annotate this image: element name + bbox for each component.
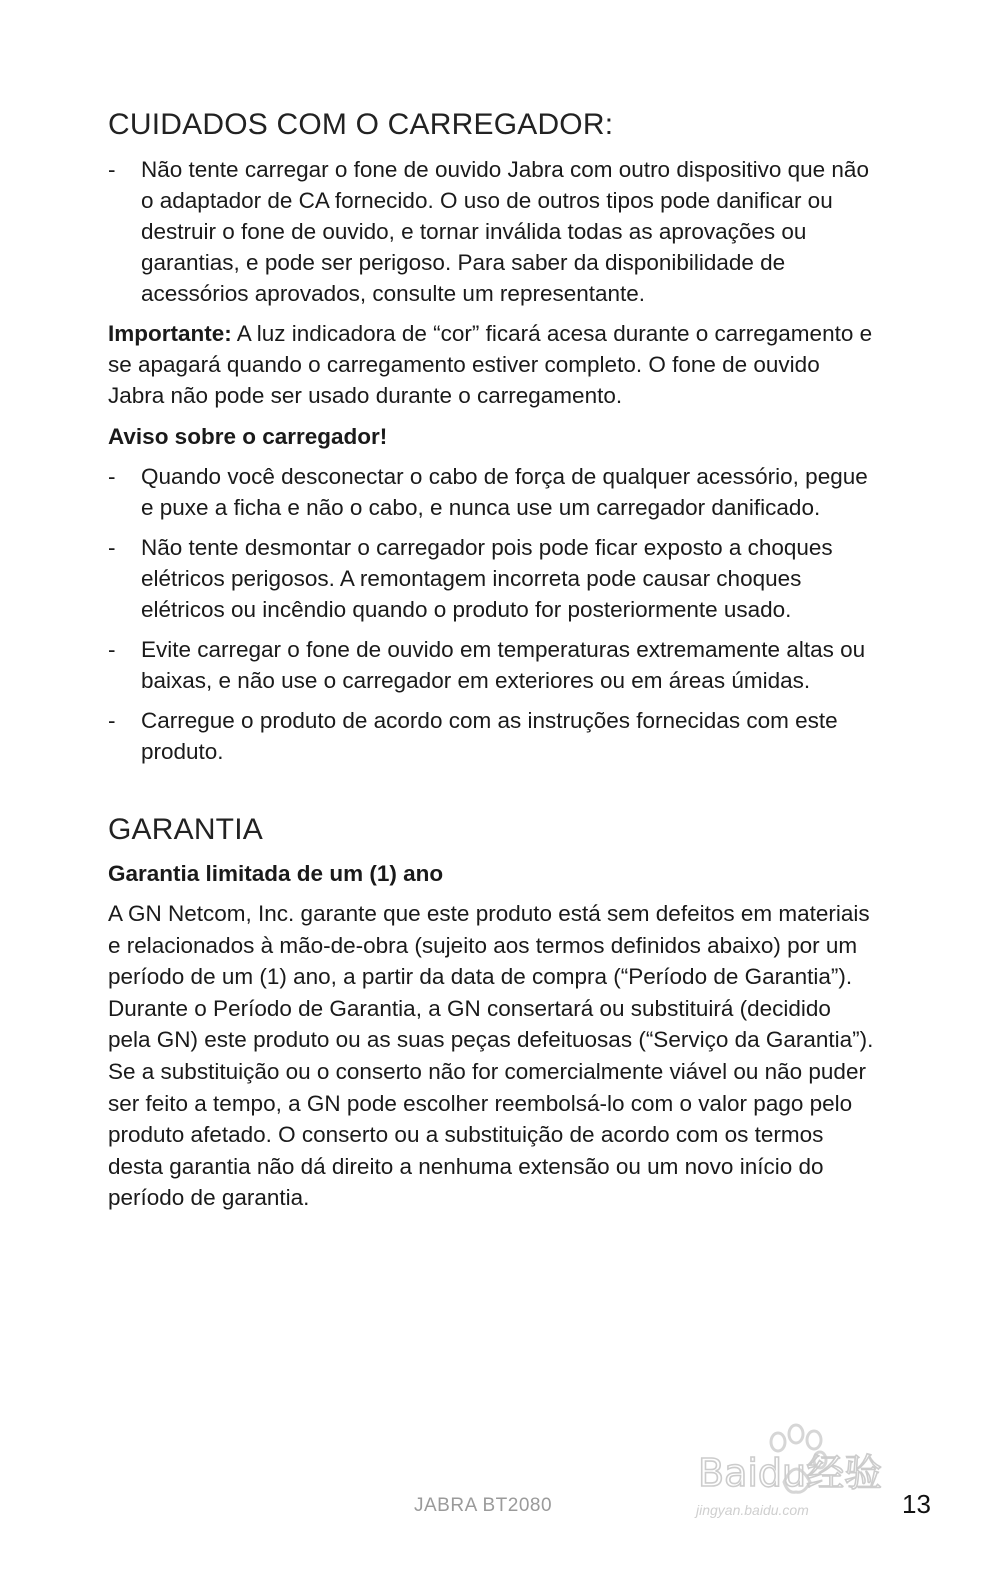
section-title-warranty: GARANTIA: [108, 812, 263, 846]
bullet-dash: -: [108, 636, 116, 662]
list-item-text: Evite carregar o fone de ouvido em temperaturas extremamente altas ou baixas, e não use o carregador em exteriores ou em áreas úmidas.: [141, 636, 866, 693]
list-item-text: Não tente carregar o fone de ouvido Jabra com outro dispositivo que não o adaptador de CA fornecido. O uso de outros tipos pode danificar ou destruir o fone de ouvido, e tornar inválida todas as aprovações ou garantias, e pode ser perigoso. Para saber da disponibilidade de acessórios aprovados, consulte um representante.: [141, 156, 869, 306]
charger-warning-title: Aviso sobre o carregador!: [108, 423, 388, 449]
bullet-dash: -: [108, 156, 116, 182]
list-item: [108, 634, 878, 696]
list-item-text: Carregue o produto de acordo com as instruções fornecidas com este produto.: [141, 707, 838, 764]
warranty-body: A GN Netcom, Inc. garante que este produto está sem defeitos em materiais e relacionados à mão-de-obra (sujeito aos termos definidos abaixo) por um período de um (1) ano, a partir da data de compra (“Período de Garantia”). Durante o Período de Garantia, a GN consertará ou substituirá (decidido pela GN) este produto ou as suas peças defeituosas (“Serviço da Garantia”). Se a substituição ou o conserto não for comercialmente viável ou não puder ser feito a tempo, a GN pode escolher reembolsá-lo com o valor pago pelo produto afetado. O conserto ou a substituição de acordo com os termos desta garantia não dá direito a nenhuma extensão ou um novo início do período de garantia.: [108, 901, 874, 1211]
page-number: 13: [902, 1489, 931, 1519]
section-title-charger-care: CUIDADOS COM O CARREGADOR:: [108, 108, 614, 141]
list-item-text: Não tente desmontar o carregador pois pode ficar exposto a choques elétricos perigosos. A remontagem incorreta pode causar choques elétricos ou incêndio quando o produto for posteriormente usado.: [141, 534, 833, 622]
important-label: Importante:: [108, 320, 232, 346]
footer-brand: JABRA BT2080: [414, 1495, 553, 1516]
list-item: [108, 154, 878, 309]
bullet-dash: -: [108, 534, 116, 560]
list-item: [108, 461, 878, 523]
list-item: [108, 532, 878, 625]
list-item-text: Quando você desconectar o cabo de força de qualquer acessório, pegue e puxe a ficha e não o cabo, e nunca use um carregador danificado.: [141, 463, 868, 520]
bullet-dash: -: [108, 463, 116, 489]
watermark-logo-text: Baidu经验: [698, 1451, 883, 1495]
important-text: A luz indicadora de “cor” ficará acesa durante o carregamento e se apagará quando o carregamento estiver completo. O fone de ouvido Jabra não pode ser usado durante o carregamento.: [108, 320, 873, 408]
warranty-subtitle: Garantia limitada de um (1) ano: [108, 861, 444, 886]
important-note: [108, 318, 878, 411]
page-content: [108, 106, 878, 1214]
list-item: [108, 705, 878, 767]
bullet-dash: -: [108, 707, 116, 733]
watermark-url: jingyan.baidu.com: [696, 1502, 809, 1518]
baidu-watermark: [692, 1420, 924, 1530]
